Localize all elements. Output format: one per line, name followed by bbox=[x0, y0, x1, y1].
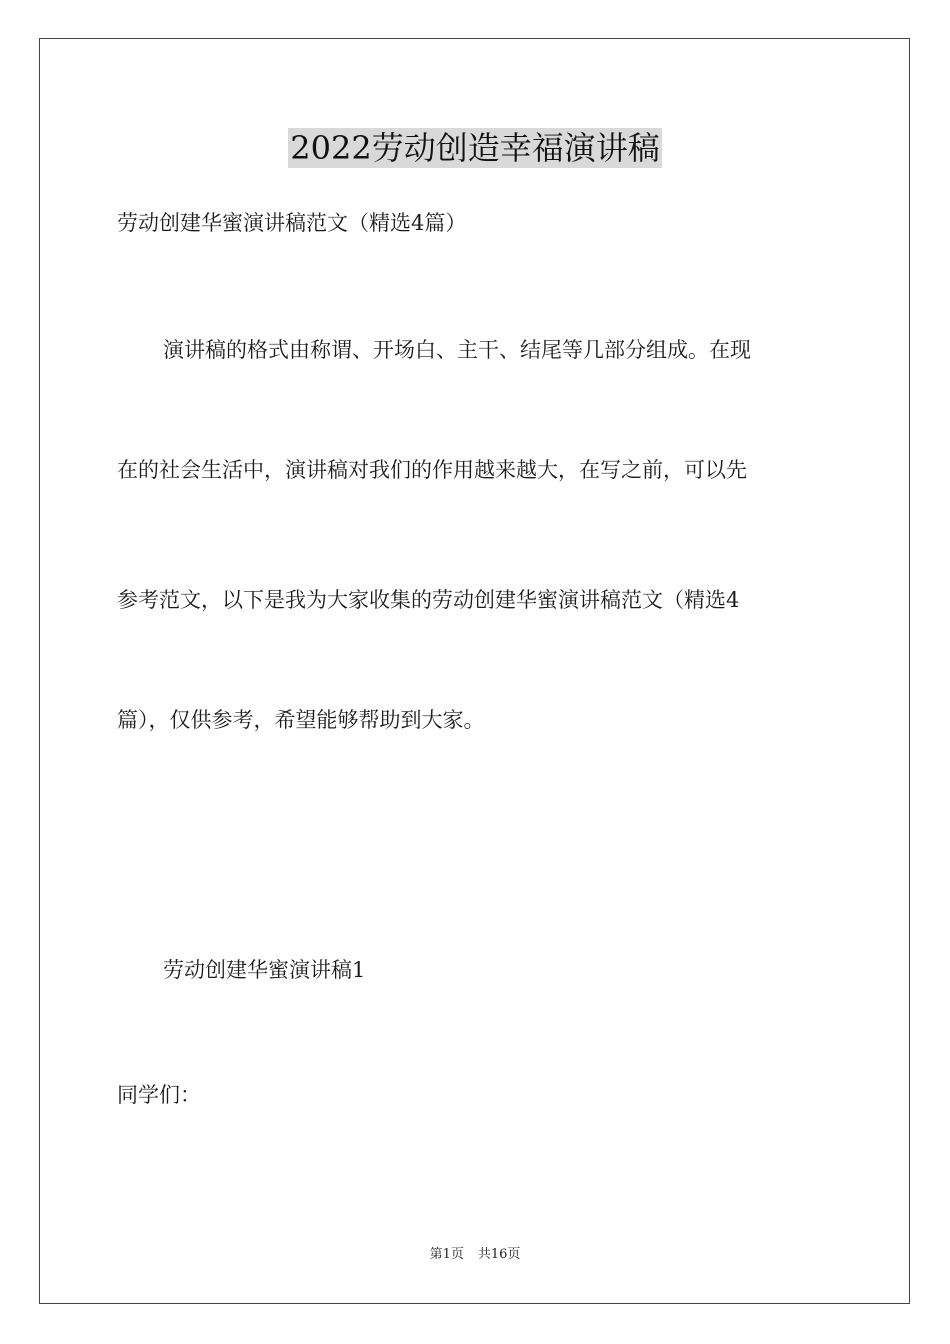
document-subtitle: 劳动创建华蜜演讲稿范文（精选4篇） bbox=[117, 211, 467, 235]
intro-line-4: 篇），仅供参考，希望能够帮助到大家。 bbox=[117, 708, 485, 732]
intro-line-3: 参考范文，以下是我为大家收集的劳动创建华蜜演讲稿范文（精选4 bbox=[117, 588, 740, 612]
page-footer bbox=[0, 1245, 950, 1265]
page-number-current: 第1页 bbox=[429, 1247, 464, 1262]
salutation: 同学们： bbox=[117, 1083, 201, 1107]
page-number-total: 共16页 bbox=[477, 1247, 521, 1262]
document-title: 2022劳动创造幸福演讲稿 bbox=[290, 129, 660, 167]
section-heading: 劳动创建华蜜演讲稿1 bbox=[163, 958, 366, 982]
intro-line-2: 在的社会生活中，演讲稿对我们的作用越来越大，在写之前，可以先 bbox=[117, 458, 747, 482]
title-container bbox=[0, 128, 950, 168]
intro-line-1: 演讲稿的格式由称谓、开场白、主干、结尾等几部分组成。在现 bbox=[163, 338, 751, 362]
